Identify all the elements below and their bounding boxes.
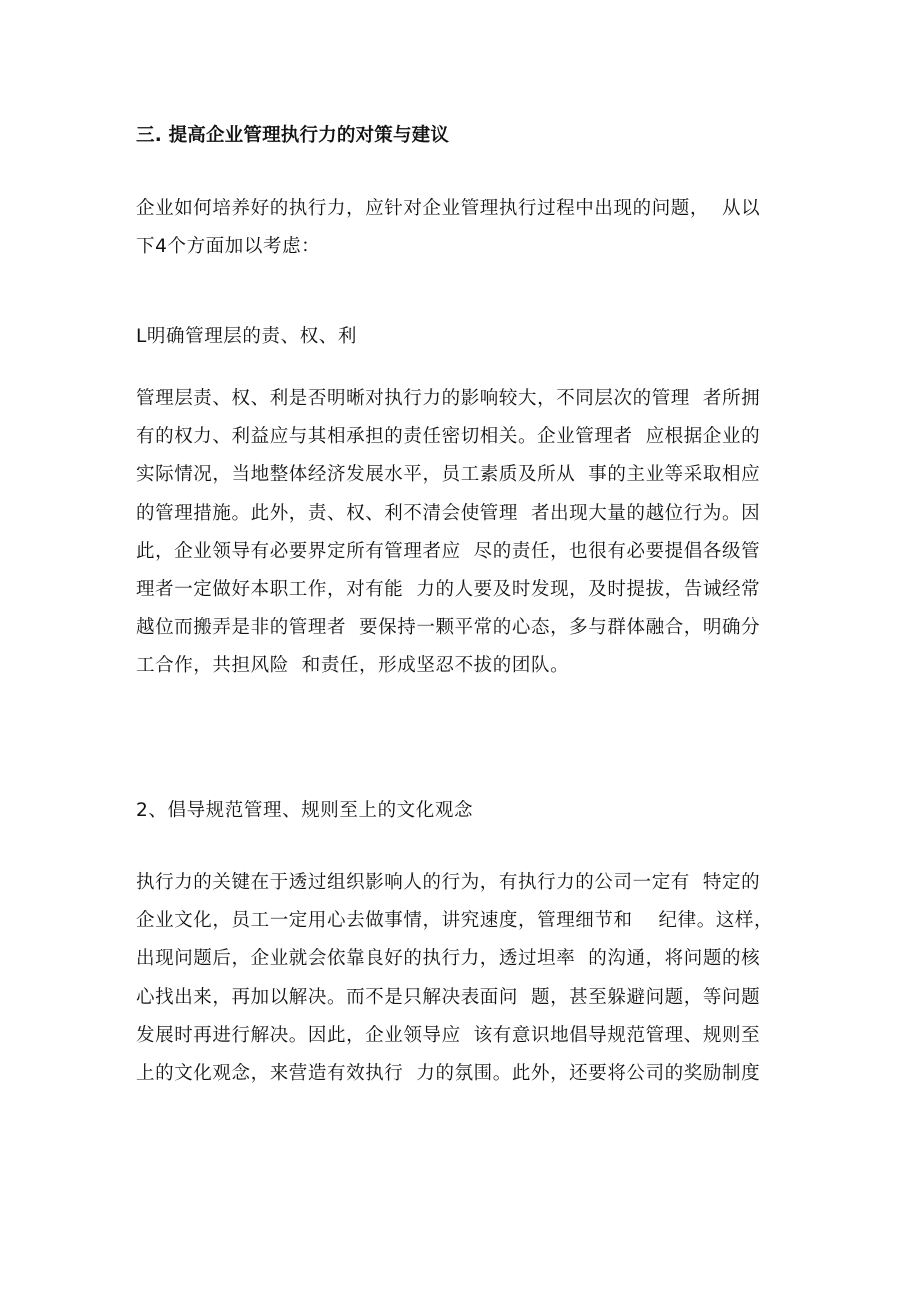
body-2-line: 发展时再进行解决。因此，企业领导应 该有意识地倡导规范管理、规则至 [136,1024,761,1046]
subheading-1-text: L明确管理层的责、权、利 [136,326,358,347]
body-1-line: 实际情况，当地整体经济发展水平，员工素质及所从 事的主业等采取相应 [136,464,761,486]
body-paragraph-2 [136,864,796,1093]
subheading-1 [136,318,796,356]
body-2-line: 上的文化观念，来营造有效执行 力的氛围。此外，还要将公司的奖励制度 [136,1063,761,1085]
body-2-line: 出现问题后，企业就会依靠良好的执行力，透过坦率 的沟通，将问题的核 [136,948,761,970]
body-2-line: 企业文化，员工一定用心去做事情，讲究速度，管理细节和 纪律。这样， [136,910,774,932]
intro-line: 企业如何培养好的执行力，应针对企业管理执行过程中出现的问题， 从以 [136,198,761,219]
section-heading: 三. 提高企业管理执行力的对策与建议 [136,125,450,146]
body-paragraph-1 [136,380,796,686]
body-1-line: 越位而搬弄是非的管理者 要保持一颗平常的心态，多与群体融合，明确分 [136,617,761,639]
subheading-2 [136,792,796,830]
body-1-line: 的管理措施。此外，责、权、利不清会使管理 者出现大量的越位行为。因 [136,502,761,524]
body-1-line: 管理层责、权、利是否明晰对执行力的影响较大，不同层次的管理 者所拥 [136,388,761,409]
body-2-line: 心找出来，再加以解决。而不是只解决表面问 题，甚至躲避问题，等问题 [136,986,761,1008]
subheading-2-text: 2、倡导规范管理、规则至上的文化观念 [136,800,474,821]
body-1-line: 此，企业领导有必要界定所有管理者应 尽的责任，也很有必要提倡各级管 [136,540,761,562]
body-1-line: 工合作，共担风险 和责任，形成坚忍不拔的团队。 [136,655,570,677]
intro-paragraph [136,190,796,266]
body-1-line: 有的权力、利益应与其相承担的责任密切相关。企业管理者 应根据企业的 [136,426,761,448]
body-2-line: 执行力的关键在于透过组织影响人的行为，有执行力的公司一定有 特定的 [136,872,761,893]
intro-line: 下4个方面加以考虑： [136,236,321,258]
body-1-line: 理者一定做好本职工作，对有能 力的人要及时发现，及时提拔，告诫经常 [136,579,761,601]
